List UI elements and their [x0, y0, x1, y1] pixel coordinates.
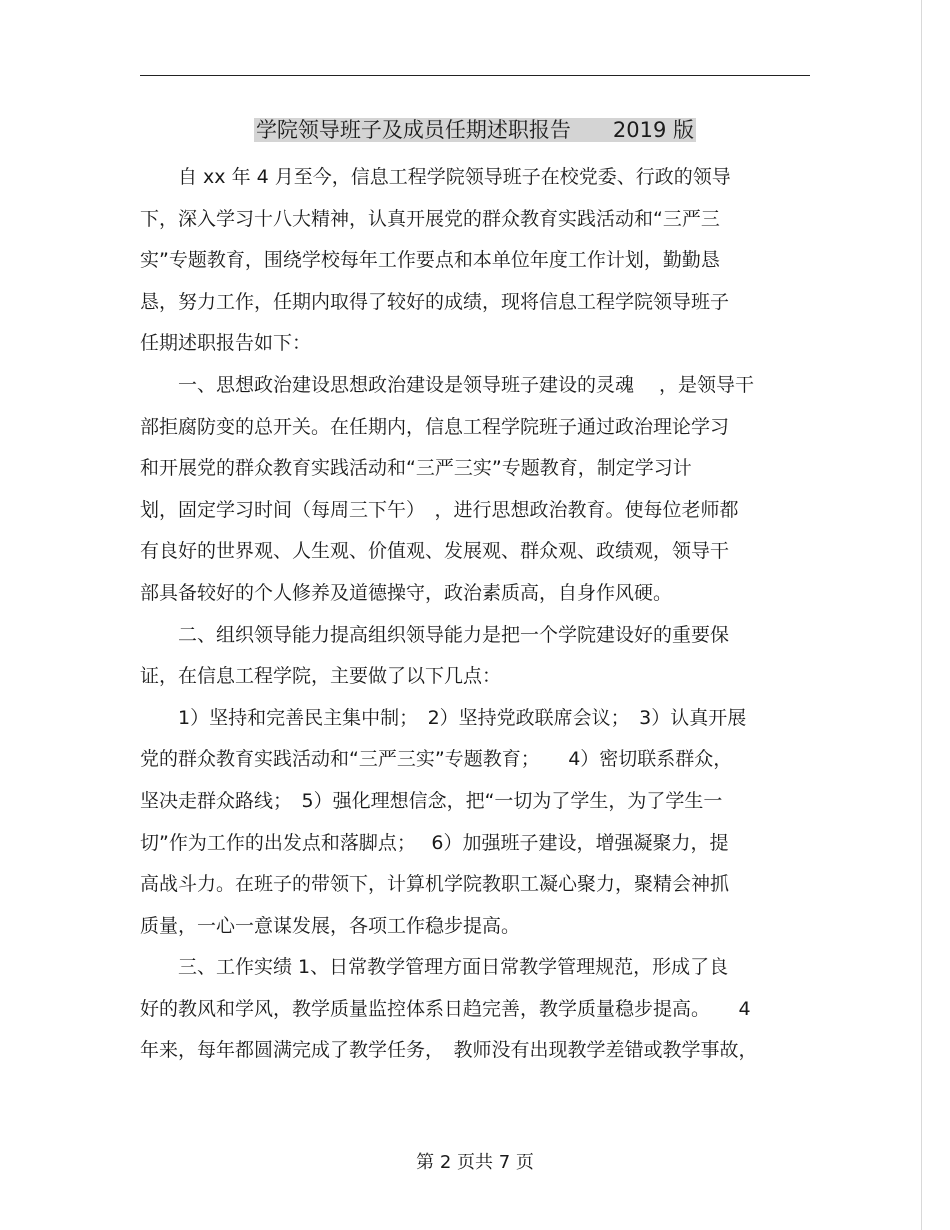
page-footer: [0, 1148, 950, 1178]
body-line: 二、组织领导能力提高组织领导能力是把一个学院建设好的重要保: [140, 623, 730, 646]
body-line: 任期述职报告如下：: [140, 332, 312, 355]
body-line: 自 xx 年 4 月至今，信息工程学院领导班子在校党委、行政的领导: [140, 166, 731, 188]
body-line: 高战斗力。在班子的带领下，计算机学院教职工凝心聚力，聚精会神抓: [140, 873, 730, 896]
document-body: [140, 157, 812, 1072]
body-line: 年来，每年都圆满完成了教学任务， 教师没有出现教学差错或教学事故，: [140, 1039, 758, 1062]
body-line: 切”作为工作的出发点和落脚点； 6）加强班子建设，增强凝聚力，提: [140, 831, 729, 854]
body-line: 和开展党的群众教育实践活动和“三严三实”专题教育，制定学习计: [140, 457, 692, 480]
header-rule: [140, 75, 810, 76]
body-line: 部拒腐防变的总开关。在任期内，信息工程学院班子通过政治理论学习: [140, 415, 730, 438]
body-line: 部具备较好的个人修养及道德操守，政治素质高，自身作风硬。: [140, 581, 673, 604]
body-line: 三、工作实绩 1、日常教学管理方面日常教学管理规范，形成了良: [140, 956, 729, 979]
body-line: 质量，一心一意谋发展，各项工作稳步提高。: [140, 914, 521, 937]
body-line: 实”专题教育，围绕学校每年工作要点和本单位年度工作计划，勤勤恳: [140, 249, 720, 272]
body-line: 坚决走群众路线； 5）强化理想信念，把“一切为了学生，为了学生一: [140, 789, 723, 812]
body-line: 好的教风和学风，教学质量监控体系日趋完善，教学质量稳步提高。 4: [140, 997, 751, 1020]
body-line: 证，在信息工程学院，主要做了以下几点：: [140, 665, 502, 688]
document-title: 学院领导班子及成员任期述职报告 2019 版: [255, 118, 695, 142]
body-line: 党的群众教育实践活动和“三严三实”专题教育； 4）密切联系群众，: [140, 748, 733, 771]
page-number-label: 第 2 页共 7 页: [416, 1152, 534, 1173]
body-line: 一、思想政治建设思想政治建设是领导班子建设的灵魂 ，是领导干: [140, 373, 755, 396]
body-line: 下，深入学习十八大精神，认真开展党的群众教育实践活动和“三严三: [140, 207, 720, 230]
document-title-block: [0, 112, 950, 148]
page-edge-divider: [921, 0, 922, 1230]
body-line: 划，固定学习时间（每周三下午） ，进行思想政治教育。使每位老师都: [140, 498, 739, 521]
body-line: 恳，努力工作，任期内取得了较好的成绩，现将信息工程学院领导班子: [140, 290, 730, 313]
body-line: 有良好的世界观、人生观、价值观、发展观、群众观、政绩观，领导干: [140, 540, 730, 563]
body-line: 1）坚持和完善民主集中制； 2）坚持党政联席会议； 3）认真开展: [140, 706, 747, 729]
